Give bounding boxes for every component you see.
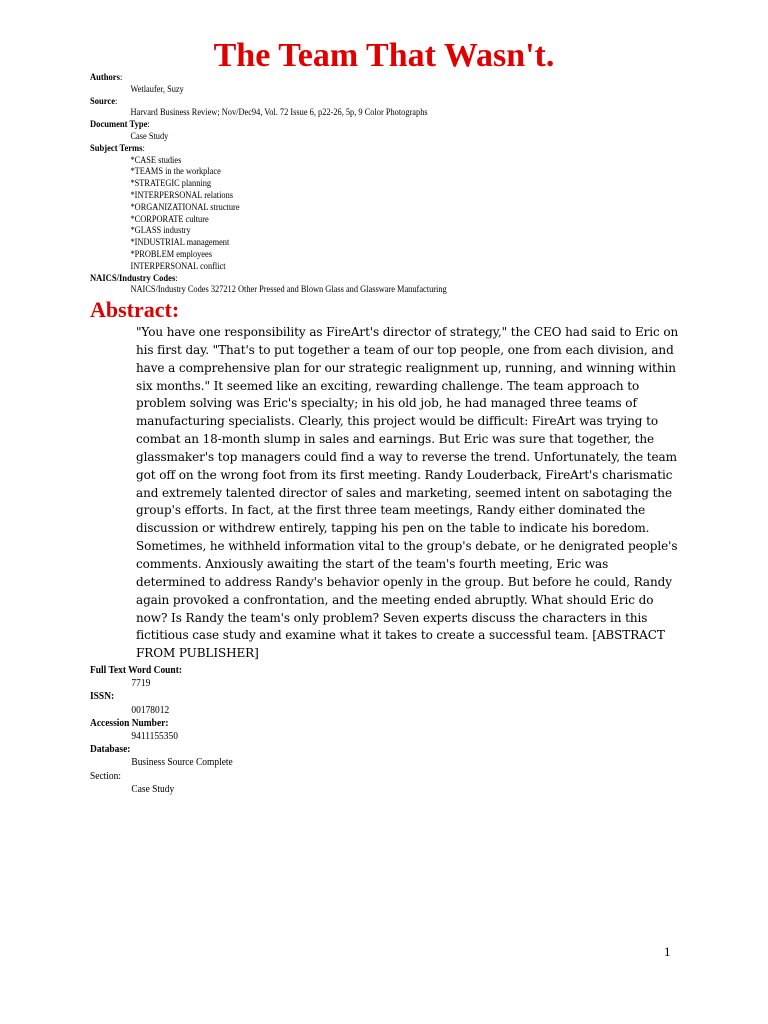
word-count-label: Full Text Word Count: (90, 665, 182, 676)
subject-term: *CORPORATE culture (130, 214, 209, 225)
source-value: Harvard Business Review; Nov/Dec94, Vol. 72 Issue 6, p22-26, 5p, 9 Color Photographs (130, 108, 428, 119)
subject-term: *INTERPERSONAL relations (130, 190, 234, 201)
section-label: Section: (90, 770, 121, 782)
document-type-label: Document Type: (90, 120, 150, 131)
issn-value: 00178012 (131, 704, 170, 716)
database-value: Business Source Complete (131, 757, 233, 769)
subject-term: INTERPERSONAL conflict (130, 261, 226, 272)
record-details (90, 664, 490, 796)
subject-term: *STRATEGIC planning (130, 179, 212, 190)
naics-label: NAICS/Industry Codes: (90, 273, 178, 284)
issn-label: ISSN: (90, 691, 115, 703)
subject-term: *ORGANIZATIONAL structure (130, 202, 240, 213)
subject-term: *PROBLEM employees (130, 249, 212, 260)
page-number: 1 (664, 944, 671, 959)
accession-number-value: 9411155350 (131, 731, 178, 743)
naics-value: NAICS/Industry Codes 327212 Other Pressed and Blown Glass and Glassware Manufacturing (130, 285, 447, 296)
metadata-block (90, 73, 730, 297)
subject-term: *TEAMS in the workplace (130, 167, 221, 178)
document-type-value: Case Study (130, 131, 169, 142)
word-count-value: 7719 (131, 678, 151, 690)
subject-term: *GLASS industry (130, 226, 191, 237)
subject-term: *INDUSTRIAL management (130, 238, 230, 249)
source-label: Source: (90, 96, 118, 107)
authors-label: Authors: (90, 73, 123, 83)
section-value: Case Study (131, 783, 175, 795)
accession-number-label: Accession Number: (90, 717, 169, 729)
database-label: Database: (90, 744, 131, 756)
document-title: The Team That Wasn't. (213, 37, 555, 74)
authors-value: Wetlaufer, Suzy (130, 84, 184, 95)
abstract-heading: Abstract: (90, 297, 180, 322)
subject-terms-label: Subject Terms: (90, 143, 145, 154)
subject-term: *CASE studies (130, 155, 182, 166)
abstract-text: "You have one responsibility as FireArt's director of strategy," the CEO had said to Eric on his first day. "That's to put together a team of our top people, one from each division, and have a comprehensive plan for our strategic realignment up, running, and winning within six months." It seemed like an exciting, rewarding challenge. The team approach to problem solving was Eric's specialty; in his old job, he had managed three teams of manufacturing specialists. Clearly, this project would be difficult: FireArt was trying to combat an 18-month slump in sales and earnings. But Eric was sure that together, the glassmaker's top managers could find a way to reverse the trend. Unfortunately, the team got off on the wrong foot from its first meeting. Randy Louderback, FireArt's charismatic and extremely talented director of sales and marketing, seemed intent on sabotaging the group's efforts. In fact, at the first three team meetings, Randy either dominated the discussion or withdrew entirely, tapping his pen on the table to indicate his boredom. Sometimes, he withheld information vital to the group's debate, or he denigrated people's comments. Anxiously awaiting the start of the team's fourth meeting, Eric was determined to address Randy's behavior openly in the group. But before he could, Randy again provoked a confrontation, and the meeting ended abruptly. What should Eric do now? Is Randy the team's only problem? Seven experts discuss the characters in this fictitious case study and examine what it takes to create a successful team. [ABSTRACT FROM PUBLISHER] (136, 324, 679, 661)
